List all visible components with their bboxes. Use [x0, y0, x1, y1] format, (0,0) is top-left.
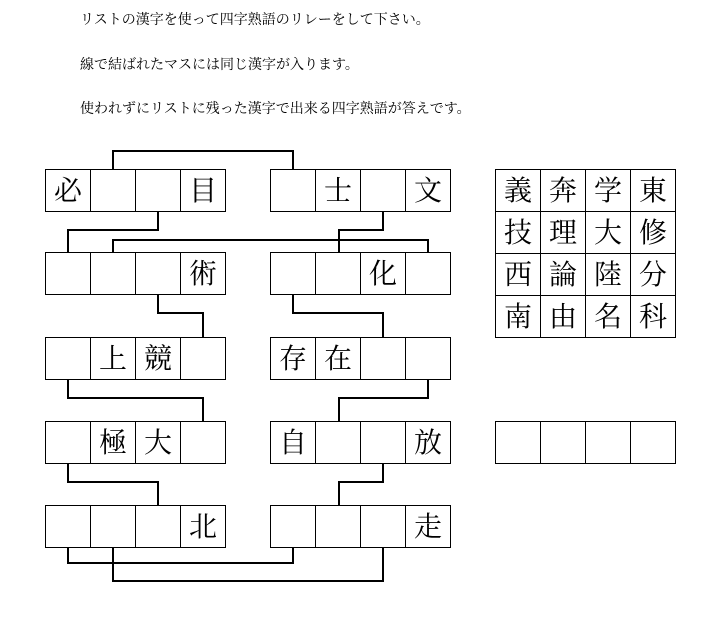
empty-cell[interactable]: [270, 252, 316, 295]
kanji-cell: 由: [540, 295, 586, 338]
empty-cell[interactable]: [315, 421, 361, 464]
empty-cell[interactable]: [315, 505, 361, 548]
kanji-cell[interactable]: 目: [180, 169, 226, 212]
kanji-cell: 大: [585, 211, 631, 254]
empty-cell[interactable]: [495, 421, 541, 464]
kanji-cell[interactable]: 競: [135, 337, 181, 380]
kanji-cell: 奔: [540, 169, 586, 212]
kanji-cell[interactable]: 自: [270, 421, 316, 464]
empty-cell[interactable]: [90, 169, 136, 212]
connector-right-3-4: [339, 379, 428, 421]
connector-l2-r2: [113, 240, 428, 252]
kanji-cell[interactable]: 大: [135, 421, 181, 464]
kanji-cell[interactable]: 必: [45, 169, 91, 212]
kanji-cell[interactable]: 化: [360, 252, 406, 295]
kanji-cell[interactable]: 放: [405, 421, 451, 464]
empty-cell[interactable]: [540, 421, 586, 464]
empty-cell[interactable]: [405, 252, 451, 295]
connector-bottom-inner: [68, 547, 293, 563]
kanji-cell[interactable]: 極: [90, 421, 136, 464]
empty-cell[interactable]: [405, 337, 451, 380]
kanji-cell: 技: [495, 211, 541, 254]
empty-cell[interactable]: [585, 421, 631, 464]
empty-cell[interactable]: [90, 505, 136, 548]
instruction-line-3: 使われずにリストに残った漢字で出来る四字熟語が答えです。: [80, 101, 471, 117]
kanji-cell: 南: [495, 295, 541, 338]
empty-cell[interactable]: [360, 505, 406, 548]
connector-left-3-4: [68, 379, 203, 421]
empty-cell[interactable]: [270, 169, 316, 212]
connector-right-4-5: [339, 463, 383, 505]
empty-cell[interactable]: [315, 252, 361, 295]
empty-cell[interactable]: [45, 252, 91, 295]
empty-cell[interactable]: [90, 252, 136, 295]
instruction-line-2: 線で結ばれたマスには同じ漢字が入ります。: [80, 57, 359, 73]
kanji-cell: 理: [540, 211, 586, 254]
kanji-cell[interactable]: 北: [180, 505, 226, 548]
empty-cell[interactable]: [180, 421, 226, 464]
kanji-cell[interactable]: 在: [315, 337, 361, 380]
kanji-cell: 西: [495, 253, 541, 296]
kanji-cell[interactable]: 士: [315, 169, 361, 212]
connector-left-2-3: [158, 295, 203, 337]
kanji-cell: 義: [495, 169, 541, 212]
kanji-cell: 分: [630, 253, 676, 296]
empty-cell[interactable]: [270, 505, 316, 548]
connector-left-4-5: [68, 463, 158, 505]
empty-cell[interactable]: [360, 421, 406, 464]
connector-right-1-2: [339, 211, 383, 252]
empty-cell[interactable]: [630, 421, 676, 464]
instruction-line-1: リストの漢字を使って四字熟語のリレーをして下さい。: [80, 12, 430, 28]
connector-right-2-3: [293, 295, 383, 337]
kanji-cell[interactable]: 上: [90, 337, 136, 380]
kanji-cell[interactable]: 走: [405, 505, 451, 548]
empty-cell[interactable]: [135, 252, 181, 295]
empty-cell[interactable]: [180, 337, 226, 380]
kanji-cell[interactable]: 存: [270, 337, 316, 380]
empty-cell[interactable]: [135, 169, 181, 212]
empty-cell[interactable]: [135, 505, 181, 548]
kanji-cell[interactable]: 文: [405, 169, 451, 212]
kanji-cell: 名: [585, 295, 631, 338]
kanji-cell[interactable]: 術: [180, 252, 226, 295]
empty-cell[interactable]: [45, 505, 91, 548]
kanji-cell: 学: [585, 169, 631, 212]
empty-cell[interactable]: [45, 337, 91, 380]
connector-top: [113, 151, 293, 169]
kanji-cell: 修: [630, 211, 676, 254]
kanji-cell: 陸: [585, 253, 631, 296]
kanji-cell: 東: [630, 169, 676, 212]
kanji-cell: 科: [630, 295, 676, 338]
empty-cell[interactable]: [45, 421, 91, 464]
empty-cell[interactable]: [360, 337, 406, 380]
kanji-cell: 論: [540, 253, 586, 296]
empty-cell[interactable]: [360, 169, 406, 212]
